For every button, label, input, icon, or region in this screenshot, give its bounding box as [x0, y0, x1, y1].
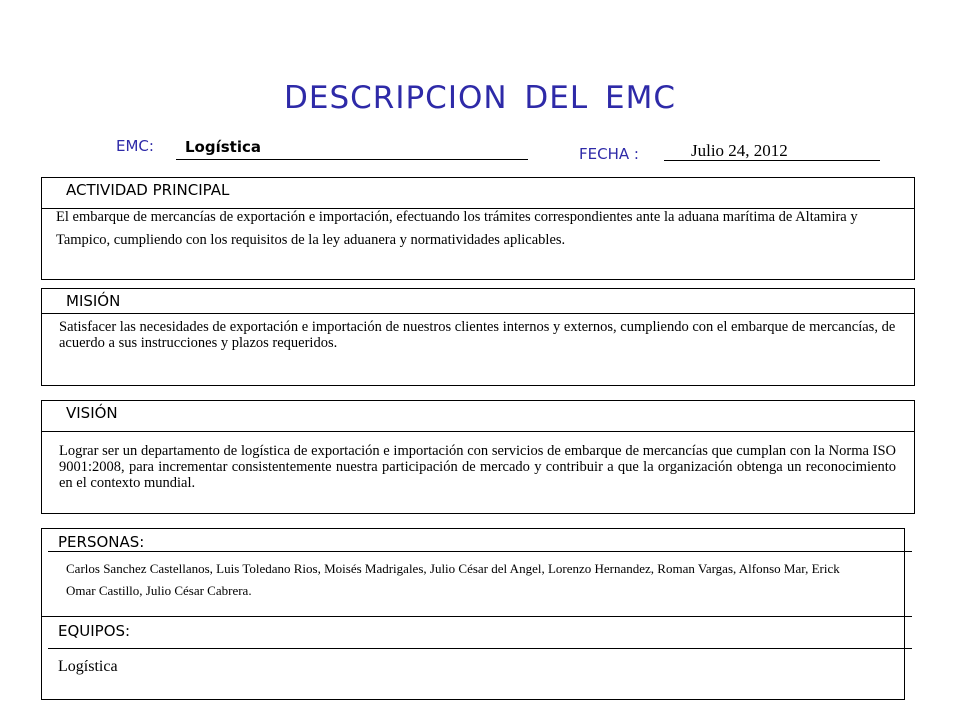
fecha-value: Julio 24, 2012 — [691, 141, 788, 160]
personas-divider — [48, 551, 912, 552]
fecha-field — [664, 141, 880, 161]
mision-section — [41, 288, 915, 386]
vision-heading: VISIÓN — [66, 404, 118, 422]
page-title: DESCRIPCION DEL EMC — [284, 80, 676, 116]
vision-section — [41, 400, 915, 514]
fecha-label: FECHA : — [579, 145, 639, 163]
mision-header — [42, 289, 914, 314]
equipos-divider — [48, 648, 912, 649]
equipos-text: Logística — [58, 658, 118, 675]
emc-value: Logística — [185, 138, 261, 156]
actividad-text: El embarque de mercancías de exportación e importación, efectuando los trámites correspondientes ante la aduana marítima de Altamira y Tampico, cumpliendo con los requisitos de la ley aduanera y normatividades aplicables. — [56, 209, 858, 248]
actividad-section — [41, 177, 915, 280]
personas-bottom-divider — [42, 616, 912, 617]
emc-label: EMC: — [116, 137, 154, 155]
mision-text: Satisfacer las necesidades de exportación e importación de nuestros clientes internos y externos, cumpliendo con el embarque de mercancías, de acuerdo a sus instrucciones y plazos requeridos. — [59, 319, 896, 351]
actividad-header — [42, 178, 914, 209]
vision-text: Lograr ser un departamento de logística de exportación e importación con servicios de embarque de mercancías que cumplan con la Norma ISO 9001:2008, para incrementar consistentemente nuestra participación de mercado y contribuir a que la organización obtenga un reconocimiento en el contexto mundial. — [59, 443, 896, 491]
personas-equipos-section — [41, 528, 905, 700]
vision-header — [42, 401, 914, 432]
mision-heading: MISIÓN — [66, 292, 121, 310]
equipos-heading: EQUIPOS: — [58, 622, 131, 640]
emc-field — [176, 139, 528, 160]
personas-heading: PERSONAS: — [58, 533, 145, 551]
actividad-heading: ACTIVIDAD PRINCIPAL — [66, 181, 230, 199]
personas-text: Carlos Sanchez Castellanos, Luis Toledano Rios, Moisés Madrigales, Julio César del Angel, Lorenzo Hernandez, Roman Vargas, Alfonso Mar, Erick Omar Castillo, Julio César Cabrera. — [66, 561, 840, 598]
